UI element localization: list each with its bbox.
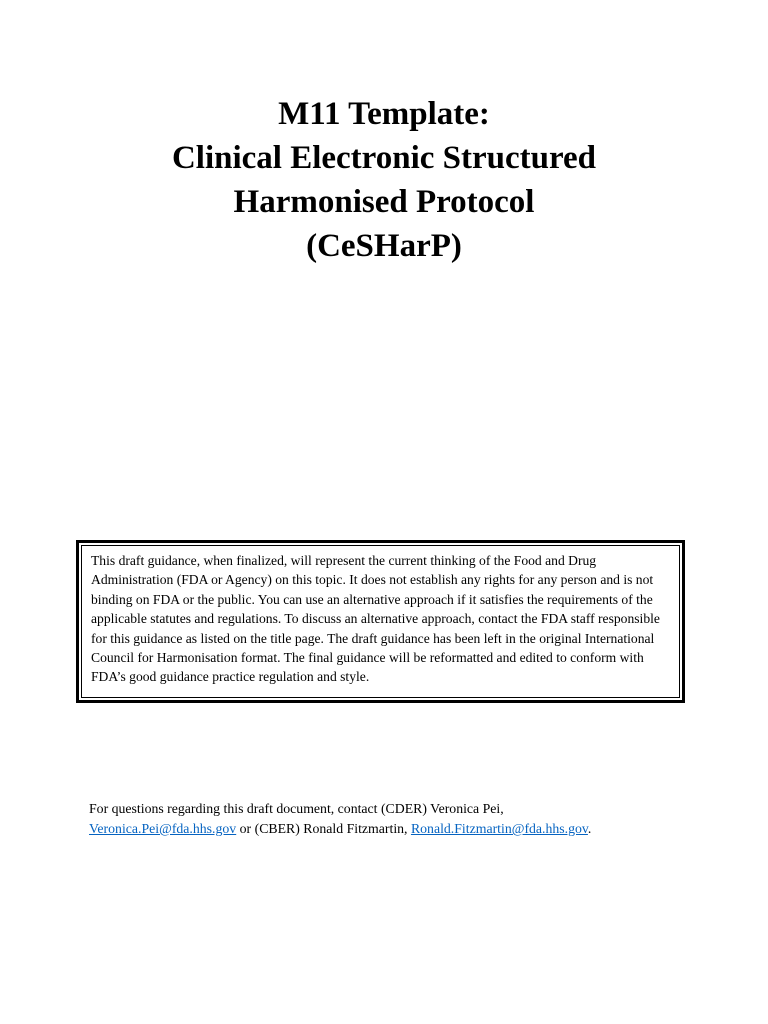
contact-intro: For questions regarding this draft document, contact (CDER) Veronica Pei, (89, 801, 504, 816)
email-link-ronald-fitzmartin[interactable]: Ronald.Fitzmartin@fda.hhs.gov (410, 821, 588, 836)
notice-text: This draft guidance, when finalized, will represent the current thinking of the Food and Drug Administration (FDA or Agency) on this topic. It does not establish any rights for any person and is not binding on FDA or the public. You can use an alternative approach if it satisfies the requirements of the applicable statutes and regulations. To discuss an alternative approach, contact the FDA staff responsible for this guidance as listed on the title page. The draft guidance has been left in the original International Council for Harmonisation format. The final guidance will be reformatted and edited to conform with FDA’s good guidance practice regulation and style. (91, 553, 660, 685)
contact-information (89, 799, 709, 839)
document-title (0, 92, 768, 268)
title-line-1: M11 Template: (278, 96, 490, 132)
contact-middle-text: or (CBER) Ronald Fitzmartin, (236, 821, 411, 836)
notice-inner-border (81, 545, 680, 698)
title-line-4: (CeSHarP) (306, 228, 462, 264)
title-line-2: Clinical Electronic Structured (171, 140, 597, 176)
draft-guidance-notice-box (76, 540, 685, 703)
email-link-veronica-pei[interactable]: Veronica.Pei@fda.hhs.gov (89, 821, 237, 836)
title-line-3: Harmonised Protocol (233, 184, 535, 220)
contact-line-2 (89, 819, 709, 839)
contact-end-text: . (587, 821, 592, 836)
